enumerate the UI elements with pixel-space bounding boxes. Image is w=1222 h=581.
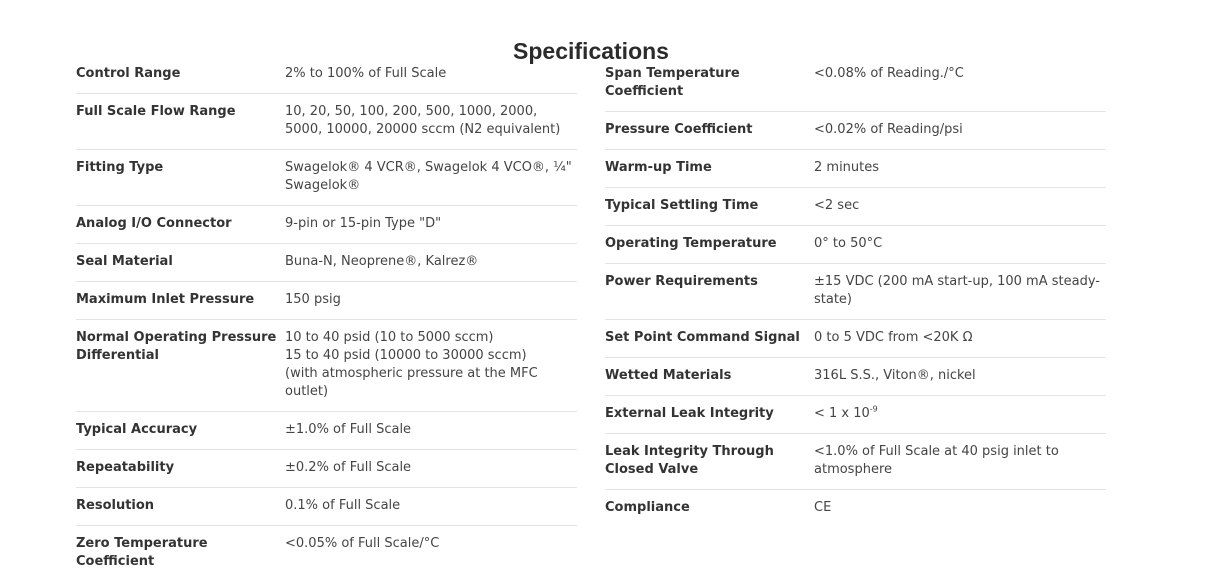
- spec-row: [605, 112, 1106, 150]
- spec-label: Typical Settling Time: [605, 188, 814, 226]
- spec-row: [76, 412, 577, 450]
- spec-label: Compliance: [605, 490, 814, 528]
- spec-value: ±0.2% of Full Scale: [285, 450, 577, 488]
- spec-label: Wetted Materials: [605, 358, 814, 396]
- page-title: Specifications: [0, 36, 1182, 66]
- spec-label: Resolution: [76, 488, 285, 526]
- spec-row: [605, 56, 1106, 112]
- spec-value: 2% to 100% of Full Scale: [285, 56, 577, 94]
- spec-label: Pressure Coefficient: [605, 112, 814, 150]
- spec-row: [76, 150, 577, 206]
- spec-value: ±15 VDC (200 mA start-up, 100 mA steady-state): [814, 264, 1106, 320]
- spec-value: 2 minutes: [814, 150, 1106, 188]
- spec-label: Control Range: [76, 56, 285, 94]
- spec-row: [76, 282, 577, 320]
- spec-label: Normal Operating Pressure Differential: [76, 320, 285, 412]
- spec-label: Seal Material: [76, 244, 285, 282]
- spec-value: Swagelok® 4 VCR®, Swagelok 4 VCO®, ¼" Swagelok®: [285, 150, 577, 206]
- spec-row: [76, 206, 577, 244]
- spec-value: <2 sec: [814, 188, 1106, 226]
- spec-value: <0.02% of Reading/psi: [814, 112, 1106, 150]
- spec-value-text: < 1 x 10: [814, 406, 870, 421]
- spec-value: 10, 20, 50, 100, 200, 500, 1000, 2000, 5000, 10000, 20000 sccm (N2 equivalent): [285, 94, 577, 150]
- spec-value: 150 psig: [285, 282, 577, 320]
- spec-row: [76, 320, 577, 412]
- spec-value: 316L S.S., Viton®, nickel: [814, 358, 1106, 396]
- spec-value: 9-pin or 15-pin Type "D": [285, 206, 577, 244]
- spec-label: Span Temperature Coefficient: [605, 56, 814, 112]
- spec-row: [76, 488, 577, 526]
- spec-value: <1.0% of Full Scale at 40 psig inlet to atmosphere: [814, 434, 1106, 490]
- spec-value: Buna-N, Neoprene®, Kalrez®: [285, 244, 577, 282]
- spec-value: CE: [814, 490, 1106, 528]
- spec-row: [605, 396, 1106, 434]
- spec-label: Leak Integrity Through Closed Valve: [605, 434, 814, 490]
- spec-label: Repeatability: [76, 450, 285, 488]
- spec-value: 10 to 40 psid (10 to 5000 sccm) 15 to 40 psid (10000 to 30000 sccm) (with atmospheric pressure at the MFC outlet): [285, 320, 577, 412]
- spec-row: [76, 56, 577, 94]
- spec-table-right: [605, 56, 1106, 527]
- spec-row: [76, 526, 577, 581]
- spec-row: [605, 490, 1106, 528]
- spec-table-left: [76, 56, 577, 581]
- spec-value: <0.08% of Reading./°C: [814, 56, 1106, 112]
- spec-label: Typical Accuracy: [76, 412, 285, 450]
- spec-row: [605, 320, 1106, 358]
- spec-value: 0° to 50°C: [814, 226, 1106, 264]
- spec-row: [605, 226, 1106, 264]
- spec-row: [76, 244, 577, 282]
- spec-row: [605, 188, 1106, 226]
- spec-label: Full Scale Flow Range: [76, 94, 285, 150]
- spec-value: ±1.0% of Full Scale: [285, 412, 577, 450]
- spec-label: Analog I/O Connector: [76, 206, 285, 244]
- spec-label: Maximum Inlet Pressure: [76, 282, 285, 320]
- spec-label: Warm-up Time: [605, 150, 814, 188]
- spec-label: External Leak Integrity: [605, 396, 814, 434]
- spec-value: [814, 396, 1106, 434]
- spec-label: Power Requirements: [605, 264, 814, 320]
- spec-row: [76, 94, 577, 150]
- spec-label: Set Point Command Signal: [605, 320, 814, 358]
- spec-value: 0 to 5 VDC from <20K Ω: [814, 320, 1106, 358]
- spec-value-exponent: -9: [870, 405, 878, 414]
- spec-value: <0.05% of Full Scale/°C: [285, 526, 577, 581]
- spec-label: Operating Temperature: [605, 226, 814, 264]
- spec-row: [76, 450, 577, 488]
- spec-row: [605, 358, 1106, 396]
- spec-row: [605, 264, 1106, 320]
- spec-value: 0.1% of Full Scale: [285, 488, 577, 526]
- spec-row: [605, 150, 1106, 188]
- spec-label: Fitting Type: [76, 150, 285, 206]
- spec-row: [605, 434, 1106, 490]
- spec-label: Zero Temperature Coefficient: [76, 526, 285, 581]
